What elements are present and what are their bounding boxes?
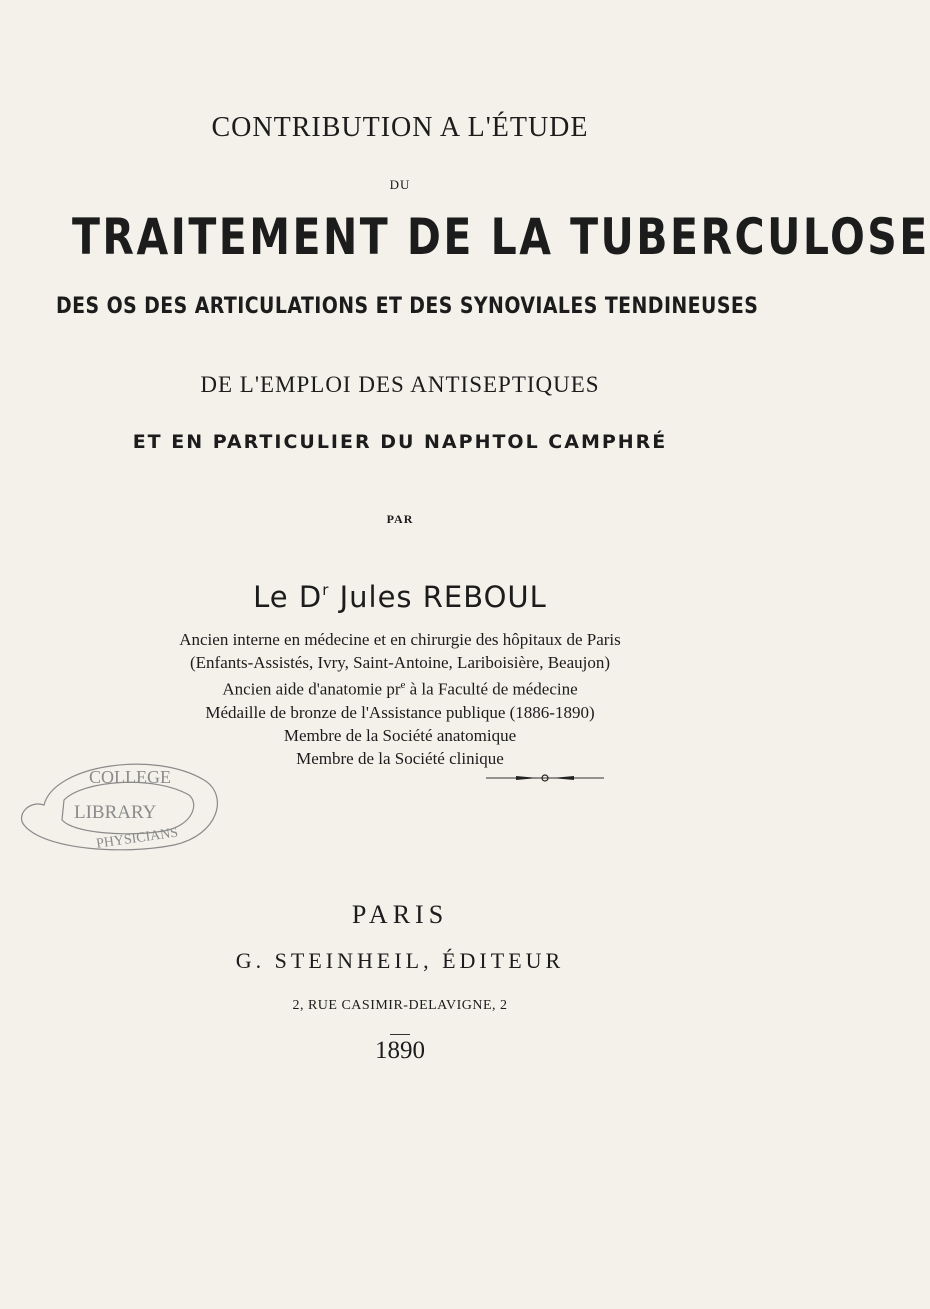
author-full-name: Jules REBOUL	[339, 580, 547, 614]
publisher-name: G. STEINHEIL, ÉDITEUR	[235, 948, 565, 973]
credential-line: Ancien aide d'anatomie $pr^e$ à la Faculté de médecine	[222, 679, 578, 699]
stamp-middle-text: LIBRARY	[74, 802, 157, 823]
library-stamp	[4, 745, 234, 855]
subtitle-3: ET EN PARTICULIER DU NAPHTOL CAMPHRÉ	[132, 431, 668, 453]
publisher-address: 2, RUE CASIMIR-DELAVIGNE, 2	[292, 998, 508, 1013]
author-prefix-sup: r	[322, 581, 330, 599]
par-label: PAR	[386, 512, 414, 526]
credential-line: Membre de la Société clinique	[296, 748, 504, 768]
credential-line: Médaille de bronze de l'Assistance publique (1886-1890)	[205, 702, 595, 722]
stamp-top-text: COLLEGE	[89, 767, 171, 787]
publisher-city: PARIS	[351, 900, 449, 929]
credential-line: (Enfants-Assistés, Ivry, Saint-Antoine, Lariboisière, Beaujon)	[189, 653, 611, 672]
author-name	[0, 580, 800, 614]
publication-year: 1890	[375, 1037, 425, 1064]
subtitle-1: DES OS DES ARTICULATIONS ET DES SYNOVIALES TENDINEUSES	[56, 294, 759, 319]
author-prefix: Le D	[253, 580, 323, 614]
credential-line: Membre de la Société anatomique	[283, 725, 517, 745]
publication-year-block	[0, 1034, 800, 1065]
ornament-divider	[486, 773, 604, 783]
title-line-2: DU	[389, 177, 411, 192]
credential-line: Ancien interne en médecine et en chirurgie des hôpitaux de Paris	[179, 630, 621, 649]
main-title: TRAITEMENT DE LA TUBERCULOSE	[72, 208, 930, 266]
subtitle-2: DE L'EMPLOI DES ANTISEPTIQUES	[200, 372, 600, 397]
title-line-1: CONTRIBUTION A L'ÉTUDE	[211, 112, 589, 143]
year-rule	[390, 1034, 410, 1035]
stamp-bottom-text: PHYSICIANS	[95, 825, 180, 852]
